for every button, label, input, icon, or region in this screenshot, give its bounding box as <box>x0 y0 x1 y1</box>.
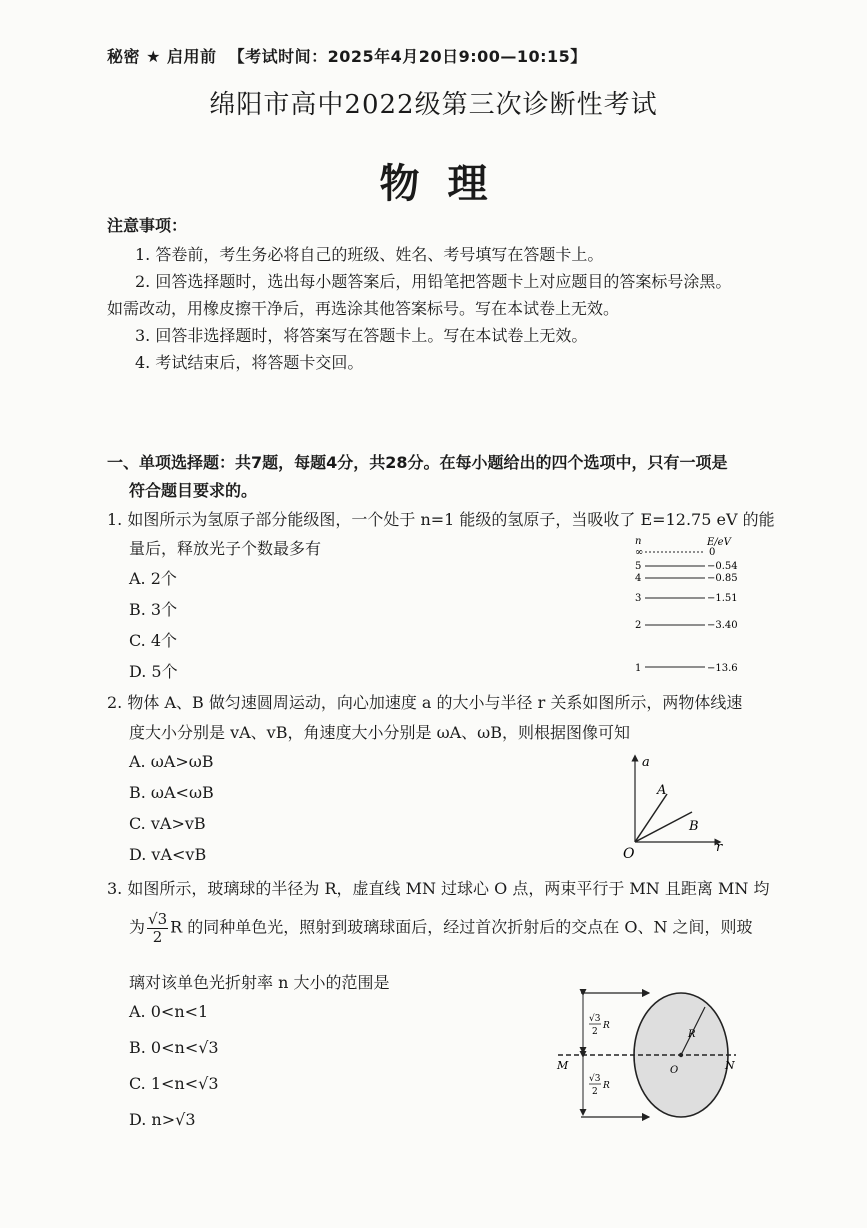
question-3-option: B. 0<n<√3 <box>129 1038 219 1057</box>
notice-item: 4. 考试结束后，将答题卡交回。 <box>135 353 364 372</box>
fraction-denominator: 2 <box>152 927 163 946</box>
question-1-text: 1. 如图所示为氢原子部分能级图，一个处于 n=1 能级的氢原子，当吸收了 E=12.75 eV 的能 <box>107 510 775 529</box>
exam-header <box>107 44 587 67</box>
x-axis-label: r <box>716 840 723 855</box>
level-e: −13.6 <box>707 663 738 674</box>
question-2-option: A. ωA>ωB <box>129 752 214 771</box>
energy-level-diagram <box>625 533 765 681</box>
line-a-label: A <box>657 783 667 798</box>
confidential-mark: 秘密 ★ 启用前 <box>107 47 217 66</box>
notice-item: 3. 回答非选择题时，将答案写在答题卡上。写在本试卷上无效。 <box>135 326 588 345</box>
notice-item: 如需改动，用橡皮擦干净后，再选涂其他答案标号。写在本试卷上无效。 <box>107 299 620 318</box>
point-n-label: N <box>725 1059 735 1072</box>
y-axis-label: a <box>642 755 650 770</box>
lower-distance-r: R <box>603 1081 610 1091</box>
question-1-text-cont: 量后，释放光子个数最多有 <box>129 539 322 558</box>
question-2-option: D. vA<vB <box>129 845 207 864</box>
question-2-option: C. vA>vB <box>129 814 206 833</box>
level-n: 2 <box>635 620 642 631</box>
question-2-text-cont: 度大小分别是 vA、vB，角速度大小分别是 ωA、ωB，则根据图像可知 <box>129 723 630 742</box>
center-o-label: O <box>670 1065 679 1076</box>
line-a <box>635 794 667 842</box>
radius-r-label: R <box>688 1029 696 1040</box>
notice-item: 1. 答卷前，考生务必将自己的班级、姓名、考号填写在答题卡上。 <box>135 245 604 264</box>
level-e: −0.54 <box>707 561 738 572</box>
question-1-option: A. 2个 <box>129 569 177 588</box>
q3-text-pre: 为 <box>129 917 146 937</box>
center-point <box>679 1053 683 1057</box>
question-3-option: C. 1<n<√3 <box>129 1074 219 1093</box>
lower-distance-den: 2 <box>592 1087 598 1097</box>
question-2-option: B. ωA<ωB <box>129 783 214 802</box>
level-n: ∞ <box>635 547 644 558</box>
energy-axis-label: E/eV <box>707 537 731 548</box>
acceleration-radius-graph <box>615 752 730 862</box>
lower-distance-num: √3 <box>589 1074 601 1084</box>
question-1-option: B. 3个 <box>129 600 178 619</box>
upper-distance-num: √3 <box>589 1014 601 1024</box>
notice-item: 2. 回答选择题时，选出每小题答案后，用铅笔把答题卡上对应题目的答案标号涂黑。 <box>135 272 732 291</box>
subject-title: 物理 <box>379 160 516 207</box>
point-m-label: M <box>557 1059 569 1072</box>
question-2-text: 2. 物体 A、B 做匀速圆周运动，向心加速度 a 的大小与半径 r 关系如图所示，两物体线速 <box>107 693 743 712</box>
level-n: 4 <box>635 573 642 584</box>
level-e: −1.51 <box>707 593 738 604</box>
level-e: −3.40 <box>707 620 738 631</box>
exam-time: 【考试时间：2025年4月20日9:00—10:15】 <box>228 47 587 66</box>
question-3-option: D. n>√3 <box>129 1110 196 1129</box>
exam-title: 绵阳市高中2022级第三次诊断性考试 <box>209 90 658 120</box>
notice-heading: 注意事项： <box>107 216 188 235</box>
level-e: 0 <box>709 547 716 558</box>
level-n: 5 <box>635 561 642 572</box>
q3-text-post: R 的同种单色光，照射到玻璃球面后，经过首次折射后的交点在 O、N 之间，则玻 <box>170 917 753 937</box>
upper-distance-r: R <box>603 1021 610 1031</box>
fraction-numerator: √3 <box>148 910 168 928</box>
origin-label: O <box>623 846 635 862</box>
level-n: 3 <box>635 593 642 604</box>
question-3-text-cont2: 璃对该单色光折射率 n 大小的范围是 <box>129 973 390 992</box>
level-e: −0.85 <box>707 573 738 584</box>
section-heading-cont: 符合题目要求的。 <box>129 481 258 500</box>
upper-distance-den: 2 <box>592 1027 598 1037</box>
n-axis-label: n <box>635 536 642 547</box>
fraction-sqrt3-over-2 <box>147 911 168 945</box>
line-b <box>635 812 692 842</box>
level-n: 1 <box>635 663 642 674</box>
question-1-option: D. 5个 <box>129 662 178 681</box>
question-1-option: C. 4个 <box>129 631 178 650</box>
line-b-label: B <box>689 819 699 834</box>
question-3-text: 3. 如图所示，玻璃球的半径为 R，虚直线 MN 过球心 O 点，两束平行于 MN 且距离 MN 均 <box>107 879 770 898</box>
question-3-option: A. 0<n<1 <box>129 1002 209 1021</box>
section-heading: 一、单项选择题：共7题，每题4分，共28分。在每小题给出的四个选项中，只有一项是 <box>107 453 728 472</box>
glass-sphere-diagram <box>553 985 773 1130</box>
question-3-text-cont <box>129 911 753 945</box>
